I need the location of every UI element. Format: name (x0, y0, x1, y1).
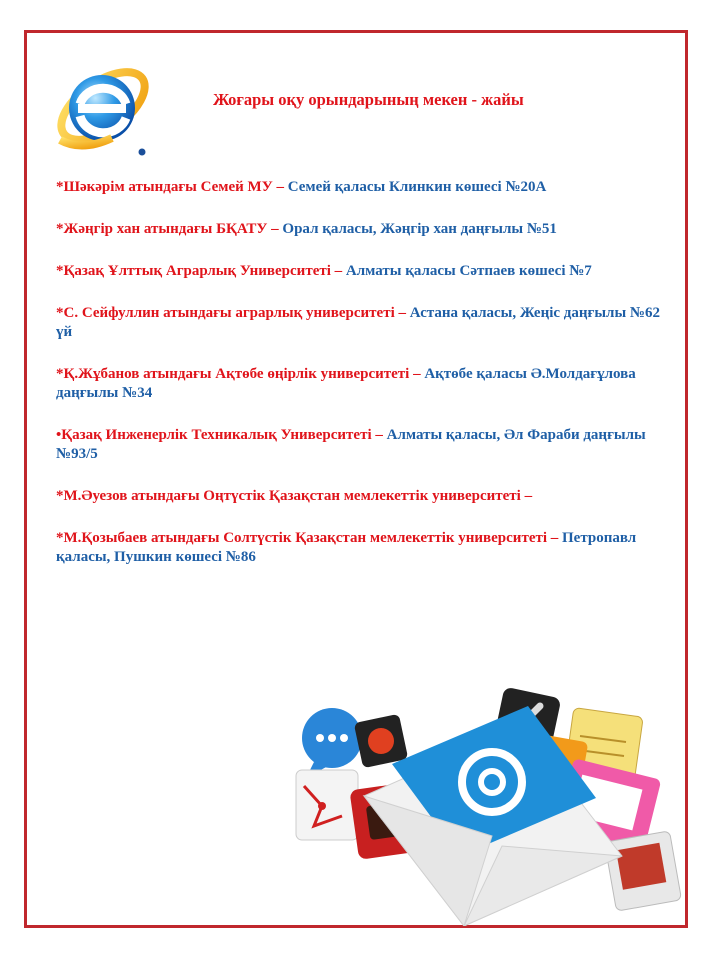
photo-icon (604, 831, 681, 911)
internet-explorer-logo-icon (52, 48, 154, 160)
list-item (56, 529, 676, 567)
list-item (56, 426, 676, 464)
university-name: *Шәкәрім атындағы Семей МУ – (56, 179, 288, 195)
university-address: Астана қаласы, Жеңіс даңғылы №62 үй (56, 305, 661, 340)
university-address: Алматы қаласы Сәтпаев көшесі №7 (345, 263, 592, 279)
list-item (56, 262, 676, 281)
list-item (56, 178, 676, 197)
university-address: Ақтөбе қаласы Ә.Молдағұлова даңғылы №34 (56, 366, 636, 401)
chat-bubble-icon (302, 708, 362, 778)
list-item (56, 365, 676, 403)
university-address: Семей қаласы Клинкин көшесі №20А (287, 179, 547, 195)
email-envelope-apps-collage-icon (292, 686, 684, 926)
list-item (56, 220, 676, 239)
map-icon (296, 770, 358, 840)
university-name: •Қазақ Инженерлік Техникалық Университеті – (56, 427, 387, 443)
university-name: *Қ.Жұбанов атындағы Ақтөбе өңірлік университеті – (56, 366, 425, 382)
list-item (56, 487, 676, 506)
university-address: Алматы қаласы, Әл Фараби даңғылы №93/5 (56, 427, 646, 462)
university-name: *М.Қозыбаев атындағы Солтүстік Қазақстан мемлекеттік университеті – (56, 530, 563, 546)
university-list (56, 178, 676, 590)
list-item (56, 304, 676, 342)
university-name: *М.Әуезов атындағы Оңтүстік Қазақстан мемлекеттік университеті – (56, 488, 533, 504)
university-address: Орал қаласы, Жәңгір хан даңғылы №51 (282, 221, 557, 237)
university-address: Петропавл қаласы, Пушкин көшесі №86 (56, 530, 637, 565)
university-name: *Жәңгір хан атындағы БҚАТУ – (56, 221, 283, 237)
university-name: *Қазақ Ұлттық Аграрлық Университеті – (56, 263, 346, 279)
dining-icon (354, 714, 409, 769)
page-title: Жоғары оқу орындарының мекен - жайы (213, 90, 524, 109)
university-name: *С. Сейфуллин атындағы аграрлық университеті – (56, 305, 410, 321)
